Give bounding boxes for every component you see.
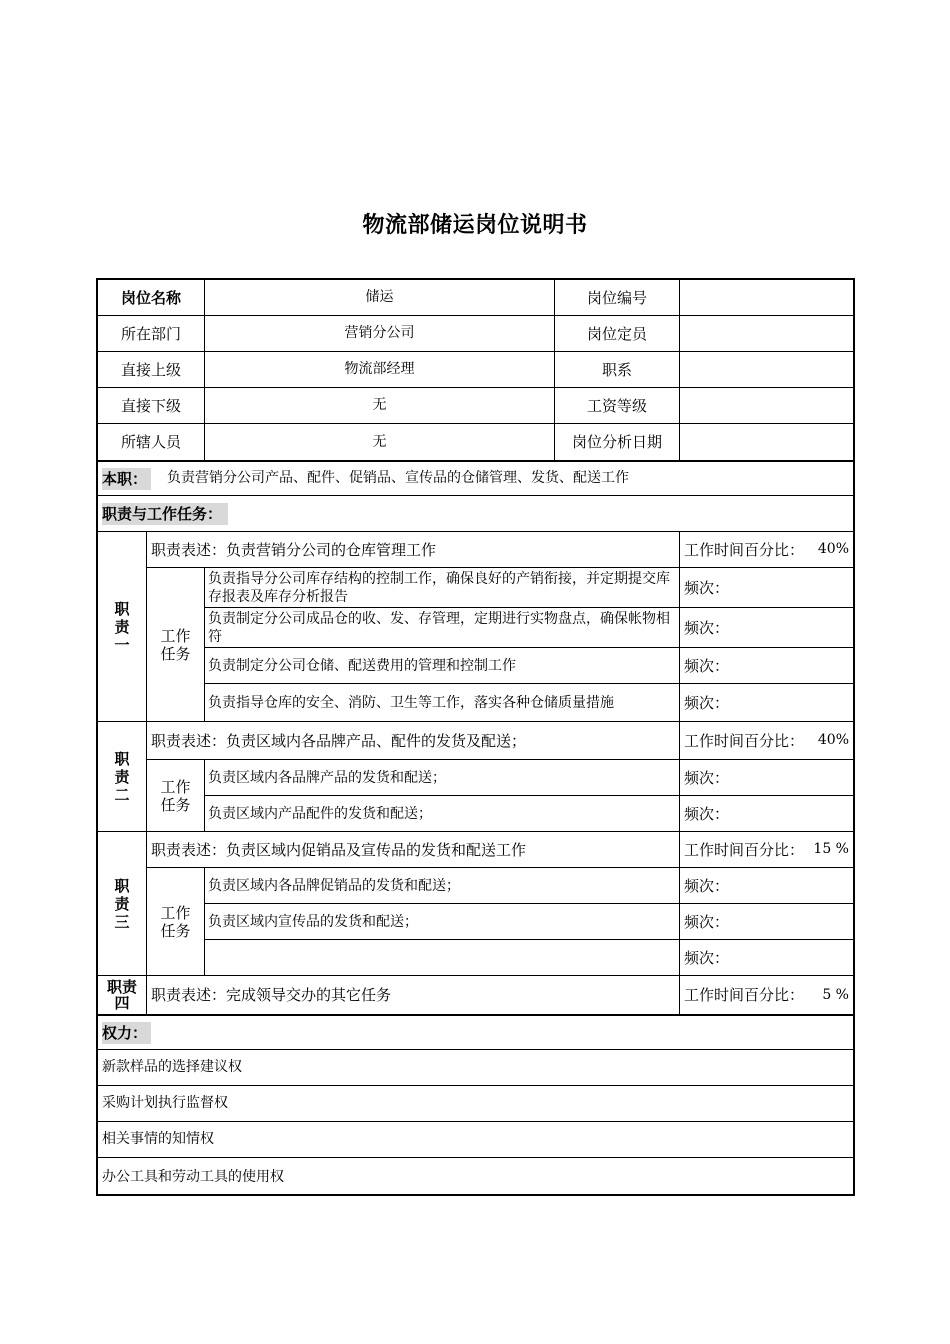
authority-item: 办公工具和劳动工具的使用权 xyxy=(102,1168,284,1185)
info-value: 无 xyxy=(205,424,555,460)
authority-label: 权力： xyxy=(102,1022,151,1044)
task-frequency: 频次： xyxy=(680,940,855,976)
task-item: 负责制定分公司仓储、配送费用的管理和控制工作 xyxy=(205,648,680,684)
duty-desc-4: 职责表述：完成领导交办的其它任务 xyxy=(147,976,680,1014)
time-label: 工作时间百分比： xyxy=(684,540,805,559)
authority-item: 相关事情的知情权 xyxy=(98,1122,855,1158)
info-label: 岗位分析日期 xyxy=(555,424,680,460)
duty-summary-row xyxy=(98,462,855,496)
duty-desc-1: 职责表述：负责营销分公司的仓库管理工作 xyxy=(147,532,680,568)
task-frequency: 频次： xyxy=(680,608,855,648)
task-item: 负责制定分公司成品仓的收、发、存管理，定期进行实物盘点，确保帐物相符 xyxy=(205,608,680,648)
task-item: 负责区域内宣传品的发货和配送； xyxy=(205,904,680,940)
info-value: 营销分公司 xyxy=(205,316,555,352)
duty-percent-row xyxy=(680,832,855,868)
duty-desc-3: 职责表述：负责区域内促销品及宣传品的发货和配送工作 xyxy=(147,832,680,868)
task-item xyxy=(205,940,680,976)
job-description-table xyxy=(96,278,855,1196)
task-item: 负责区域内各品牌产品的发货和配送； xyxy=(205,760,680,796)
duty-summary-label: 本职： xyxy=(102,468,151,490)
work-tasks-label: 工作任务 xyxy=(147,760,205,832)
info-value xyxy=(680,424,855,460)
time-label: 工作时间百分比： xyxy=(684,986,805,1004)
task-frequency: 频次： xyxy=(680,904,855,940)
duty-percent-row xyxy=(680,976,855,1014)
task-frequency: 频次： xyxy=(680,760,855,796)
authority-header-row xyxy=(98,1016,855,1050)
duty-summary-text: 负责营销分公司产品、配件、促销品、宣传品的仓储管理、发货、配送工作 xyxy=(167,470,630,487)
info-label: 所在部门 xyxy=(98,316,205,352)
duty-percent-row xyxy=(680,532,855,568)
info-value xyxy=(680,316,855,352)
info-value xyxy=(680,388,855,424)
duty-name-4: 职责 四 xyxy=(98,976,147,1014)
duty-desc-2: 职责表述：负责区域内各品牌产品、配件的发货及配送； xyxy=(147,722,680,760)
duty-name-1: 职 责 一 xyxy=(98,532,147,722)
duty-percent-row xyxy=(680,722,855,760)
task-frequency: 频次： xyxy=(680,796,855,832)
info-label: 工资等级 xyxy=(555,388,680,424)
info-label: 岗位名称 xyxy=(98,280,205,316)
duty-percent: 40% xyxy=(817,732,849,749)
info-label: 岗位编号 xyxy=(555,280,680,316)
task-item: 负责指导仓库的安全、消防、卫生等工作，落实各种仓储质量措施 xyxy=(205,684,680,722)
task-frequency: 频次： xyxy=(680,684,855,722)
info-value xyxy=(680,280,855,316)
info-label: 职系 xyxy=(555,352,680,388)
info-value: 物流部经理 xyxy=(205,352,555,388)
info-value xyxy=(680,352,855,388)
task-item: 负责区域内各品牌促销品的发货和配送； xyxy=(205,868,680,904)
authority-item: 新款样品的选择建议权 xyxy=(98,1050,855,1086)
work-tasks-label: 工作任务 xyxy=(147,568,205,722)
duty-percent: 15 % xyxy=(813,841,849,858)
task-frequency: 频次： xyxy=(680,648,855,684)
duties-header: 职责与工作任务： xyxy=(102,503,228,525)
info-label: 岗位定员 xyxy=(555,316,680,352)
time-label: 工作时间百分比： xyxy=(684,840,805,859)
time-label: 工作时间百分比： xyxy=(684,731,805,750)
duty-percent: 5 % xyxy=(822,986,849,1003)
info-value: 无 xyxy=(205,388,555,424)
task-item: 负责区域内产品配件的发货和配送； xyxy=(205,796,680,832)
authority-item: 采购计划执行监督权 xyxy=(98,1086,855,1122)
task-item: 负责指导分公司库存结构的控制工作，确保良好的产销衔接，并定期提交库存报表及库存分析报告 xyxy=(205,568,680,608)
duty-name-2: 职 责 二 xyxy=(98,722,147,832)
page-title: 物流部储运岗位说明书 xyxy=(362,213,588,238)
task-frequency: 频次： xyxy=(680,868,855,904)
duty-name-3: 职 责 三 xyxy=(98,832,147,976)
info-label: 所辖人员 xyxy=(98,424,205,460)
work-tasks-label: 工作任务 xyxy=(147,868,205,976)
duties-header-row xyxy=(98,496,855,532)
task-frequency: 频次： xyxy=(680,568,855,608)
info-value: 储运 xyxy=(205,280,555,316)
info-label: 直接上级 xyxy=(98,352,205,388)
info-label: 直接下级 xyxy=(98,388,205,424)
duty-percent: 40% xyxy=(817,541,849,558)
